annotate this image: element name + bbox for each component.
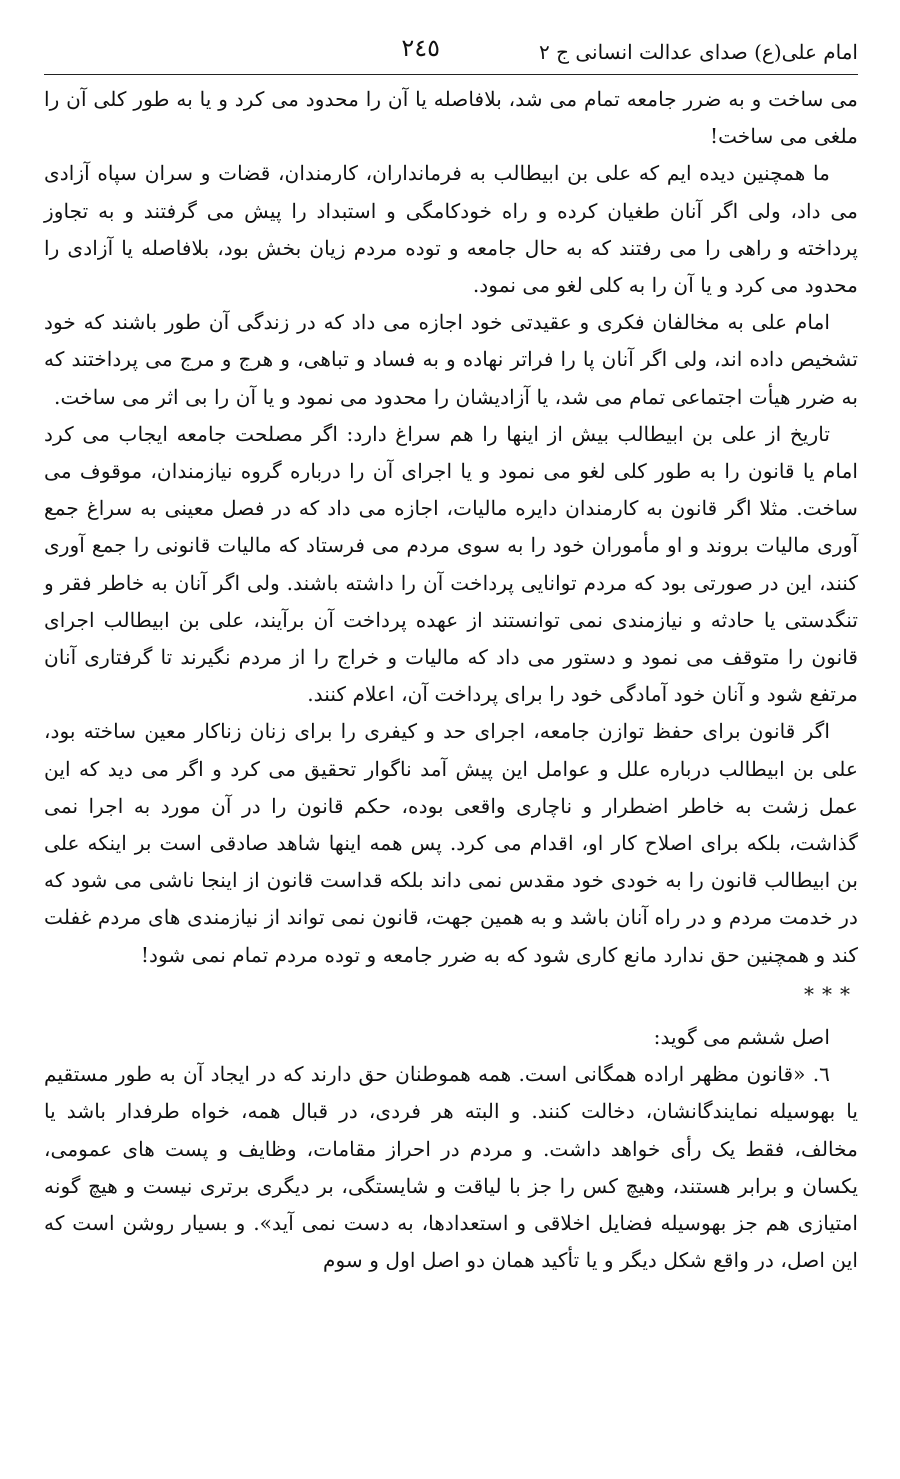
body-text — [44, 81, 858, 1280]
page-header — [44, 30, 858, 75]
section-intro: اصل ششم می گوید: — [653, 1025, 830, 1050]
paragraph: امام علی به مخالفان فکری و عقیدتی خود اجازه می داد که در زندگی آن طور باشند که خود تشخیص داده اند، ولی اگر آنان پا را فراتر نهاده و به فساد و تباهی، و هرج و مرج می پرداختند که به ضرر هیأت اجتماعی تمام می شد، یا آزادیشان را محدود می نمود و یا آن را بی اثر می ساخت. — [44, 310, 858, 409]
paragraph: تاریخ از علی بن ابیطالب بیش از اینها را هم سراغ دارد: اگر مصلحت جامعه ایجاب می کرد امام یا قانون را به طور کلی لغو می نمود و یا اجرای آن را درباره گروه نیازمندان، موقوف می ساخت. مثلا اگر قانون به کارمندان دایره مالیات، اجازه می داد که در فصل معینی به سراغ جمع آوری مالیات بروند و او مأموران خود را به سوی مردم می فرستاد که مالیات قانونی را جمع آوری کنند، این در صورتی بود که مردم توانایی پرداخت آن را داشته باشند. ولی اگر آنان به خاطر فقر و تنگدستی یا حادثه و نیازمندی نمی توانستند از عهده پرداخت آن برآیند، علی بن ابیطالب اجرای قانون را متوقف می نمود و دستور می داد که مالیات و خراج را از مردم نگیرند تا گرفتاری آنان مرتفع شود و آنان خود آمادگی خود را برای پرداخت آن، اعلام کنند. — [44, 421, 858, 707]
book-title: امام علی(ع) صدای عدالت انسانی ج ۲ — [538, 40, 858, 64]
paragraph-continuation: می ساخت و به ضرر جامعه تمام می شد، بلافاصله یا آن را محدود می کرد و یا به طور کلی آن را ملغی می ساخت! — [44, 87, 858, 149]
section-separator: *** — [804, 981, 858, 1006]
paragraph: اگر قانون برای حفظ توازن جامعه، اجرای حد و کیفری را برای زنان زناکار معین ساخته بود، علی بن ابیطالب درباره علل و عوامل این پیش آمد ناگوار تحقیق می کرد و اگر می دید که این عمل زشت به خاطر اضطرار و ناچاری واقعی بوده، حکم قانون را در آن مورد به اجرا نمی گذاشت، بلکه برای اصلاح کار او، اقدام می کرد. پس همه اینها شاهد صادقی است بر اینکه علی بن ابیطالب قانون را به خودی خود مقدس نمی داند بلکه قداست قانون از اینجا ناشی می شود که در خدمت مردم و در راه آنان باشد و به همین جهت، قانون نمی تواند از نیازمندی های مردم غفلت کند و همچنین حق ندارد مانع کاری شود که به ضرر جامعه و توده مردم تمام نمی شود! — [44, 719, 858, 967]
page-number: ۲٤٥ — [401, 34, 440, 62]
quoted-article-paragraph: ٦. «قانون مظهر اراده همگانی است. همه هموطنان حق دارند که در ایجاد آن به طور مستقیم یا بهوسیله نمایندگانشان، دخالت کنند. و البته هر فردی، در قبال همه، خواه طرفدار باشد یا مخالف، فقط یک رأی خواهد داشت. و مردم در احراز مقامات، وظایف و پست های عمومی، یکسان و برابر هستند، وهیچ کس را جز با لیاقت و شایستگی، بر دیگری برتری نیست و هیچ گونه امتیازی هم جز بهوسیله فضایل اخلاقی و استعدادها، به دست نمی آید». و بسیار روشن است که این اصل، در واقع شکل دیگر و یا تأکید همان دو اصل اول و سوم — [44, 1062, 858, 1273]
paragraph: ما همچنین دیده ایم که علی بن ابیطالب به فرمانداران، کارمندان، قضات و سران سپاه آزادی می داد، ولی اگر آنان طغیان کرده و راه خودکامگی و استبداد را پیش می گرفتند و به تجاوز پرداخته و راهی را می رفتند که به حال جامعه و توده مردم زیان بخش بود، بلافاصله یا آزادی را محدود می کرد و یا آن را به کلی لغو می نمود. — [44, 161, 858, 298]
